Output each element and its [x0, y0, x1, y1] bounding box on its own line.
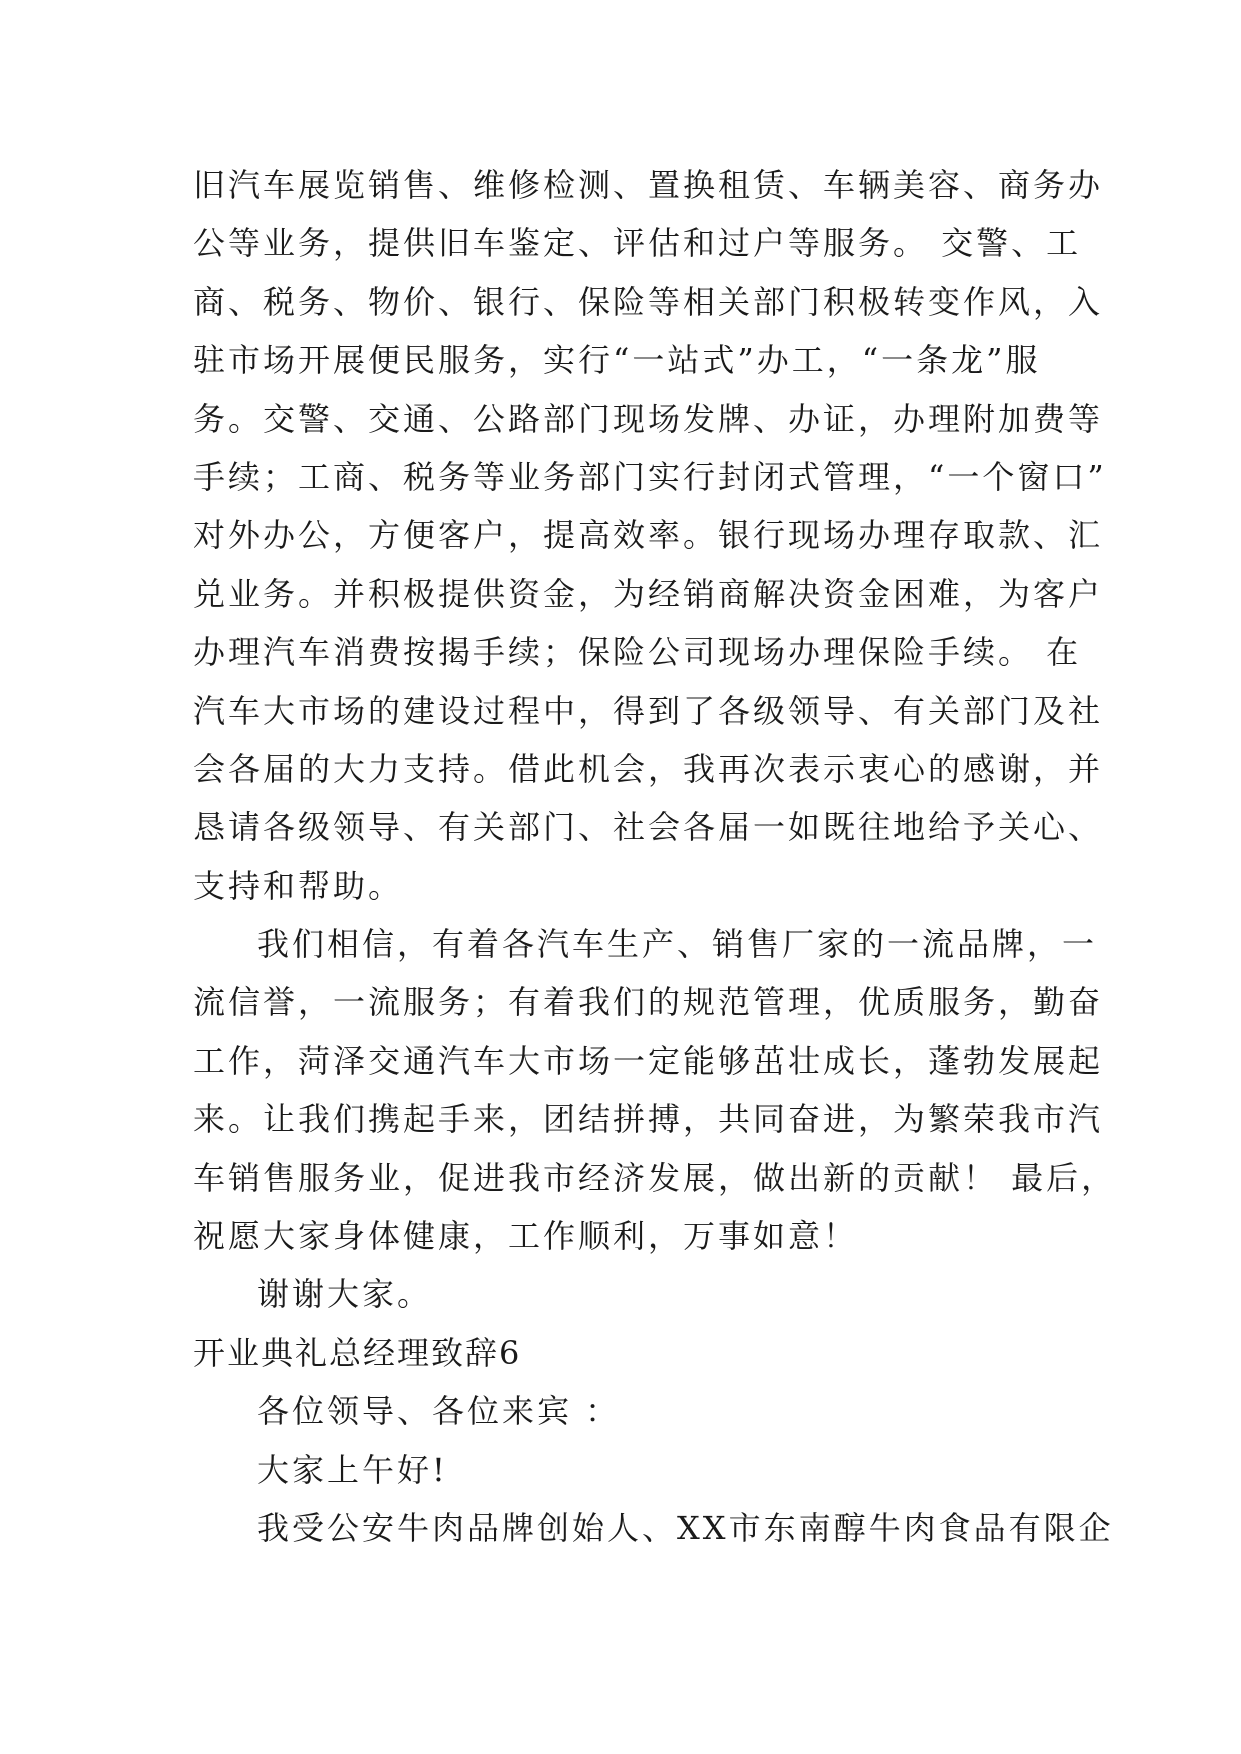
paragraph-line: 支持和帮助。	[193, 866, 404, 905]
document-body	[193, 156, 1117, 1557]
paragraph-line: 工作，菏泽交通汽车大市场一定能够茁壮成长，蓬勃发展起	[193, 1041, 1104, 1080]
paragraph-line: 我们相信，有着各汽车生产、销售厂家的一流品牌，一	[257, 925, 1098, 964]
paragraph-line: 办理汽车消费按揭手续；保险公司现场办理保险手续。 在	[193, 633, 1082, 672]
paragraph-line: 旧汽车展览销售、维修检测、置换租赁、车辆美容、商务办	[193, 166, 1104, 204]
paragraph-line: 谢谢大家。	[257, 1275, 433, 1314]
salutation-line: 各位领导、各位来宾 ：	[257, 1392, 621, 1431]
paragraph-line: 祝愿大家身体健康，工作顺利，万事如意！	[193, 1217, 859, 1256]
paragraph-line: 流信誉，一流服务；有着我们的规范管理，优质服务，勤奋	[193, 983, 1104, 1022]
greeting-line: 大家上午好!	[257, 1450, 448, 1489]
paragraph-line: 驻市场开展便民服务，实行“一站式”办工，“一条龙”服	[193, 341, 1041, 380]
paragraph-line: 我受公安牛肉品牌创始人、XX市东南醇牛肉食品有限企	[257, 1508, 1114, 1547]
paragraph-line: 对外办公，方便客户，提高效率。银行现场办理存取款、汇	[193, 516, 1104, 555]
section-heading: 开业典礼总经理致辞6	[193, 1333, 522, 1372]
paragraph-line: 兑业务。并积极提供资金，为经销商解决资金困难，为客户	[193, 574, 1104, 613]
paragraph-line: 来。让我们携起手来，团结拼搏，共同奋进，为繁荣我市汽	[193, 1100, 1104, 1139]
paragraph-line: 商、税务、物价、银行、保险等相关部门积极转变作风，入	[193, 282, 1104, 321]
paragraph-line: 会各届的大力支持。借此机会，我再次表示衷心的感谢，并	[193, 749, 1104, 788]
paragraph-line: 汽车大市场的建设过程中，得到了各级领导、有关部门及社	[193, 691, 1104, 730]
paragraph-line: 车销售服务业，促进我市经济发展，做出新的贡献！ 最后，	[193, 1158, 1117, 1197]
paragraph-line: 务。交警、交通、公路部门现场发牌、办证，办理附加费等	[193, 399, 1104, 438]
paragraph-line: 恳请各级领导、有关部门、社会各届一如既往地给予关心、	[193, 808, 1104, 847]
paragraph-line: 手续；工商、税务等业务部门实行封闭式管理，“一个窗口”	[193, 457, 1107, 496]
paragraph-line: 公等业务，提供旧车鉴定、评估和过户等服务。 交警、工	[193, 224, 1082, 263]
